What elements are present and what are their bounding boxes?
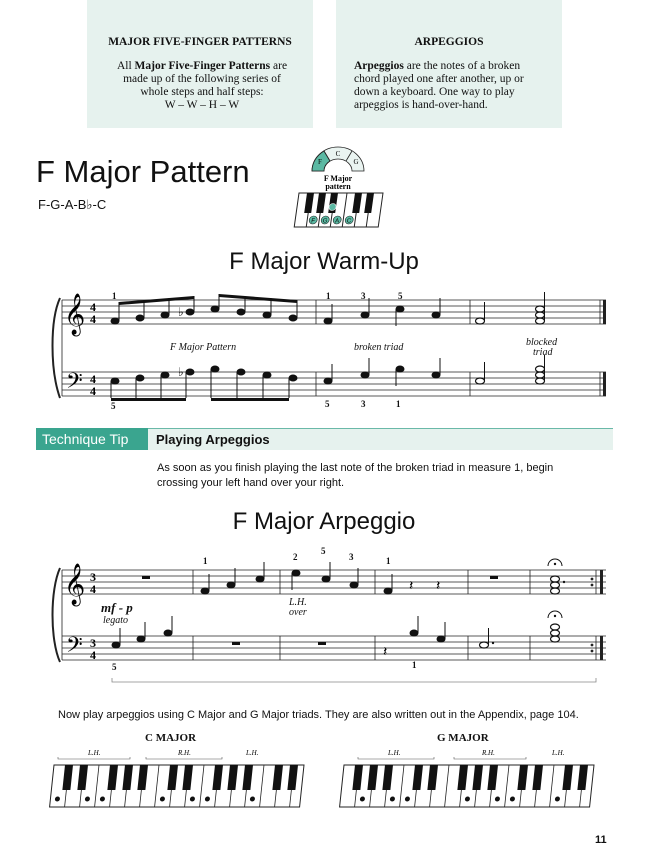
pattern-notes: F-G-A-B♭-C — [38, 197, 107, 212]
arp-finger-3: 5 — [321, 546, 326, 556]
g-major-label: G MAJOR — [437, 732, 489, 744]
svg-text:4: 4 — [90, 384, 96, 398]
technique-tip-body: As soon as you finish playing the last note of the broken triad in measure 1, begin crossing your left hand over your right. — [157, 462, 554, 489]
svg-text:4: 4 — [90, 582, 96, 596]
arp-finger-b1: 5 — [112, 662, 117, 672]
svg-text:𝄽: 𝄽 — [436, 578, 441, 594]
svg-text:L.H.: L.H. — [246, 749, 259, 757]
five-finger-title: MAJOR FIVE-FINGER PATTERNS — [108, 36, 292, 48]
arpeggio-score — [0, 540, 648, 690]
svg-text:4: 4 — [90, 372, 96, 386]
technique-tip-tab: Technique Tip — [36, 428, 148, 450]
arc-letter-c: C — [335, 150, 341, 158]
warmup-label-broken: broken triad — [354, 342, 404, 353]
arp-finger-5: 1 — [386, 556, 391, 566]
page-number: 11 — [595, 834, 607, 846]
warmup-label-blocked: blocked — [526, 337, 558, 348]
svg-text:3: 3 — [90, 570, 96, 584]
svg-text:4: 4 — [90, 312, 96, 326]
warmup-finger-4: 5 — [398, 291, 403, 301]
svg-text:C: C — [346, 218, 352, 225]
arp-finger-b2: 1 — [412, 660, 417, 670]
arpeggio-box — [336, 0, 562, 128]
c-major-keyboard — [46, 745, 306, 815]
arc-letter-g: G — [353, 158, 359, 166]
warmup-finger-b4: 1 — [396, 399, 401, 409]
arpeggio-box-text: Arpeggios are the notes of a broken chord played one after another, up or down a keyboard. One way to play arpeggios is hand-over-hand. — [354, 60, 524, 111]
svg-text:L.H.: L.H. — [88, 749, 101, 757]
svg-text:♭: ♭ — [178, 305, 184, 319]
svg-text:4: 4 — [90, 300, 96, 314]
svg-text:R.H.: R.H. — [482, 749, 495, 757]
g-major-keyboard — [336, 745, 596, 815]
svg-text:𝄽: 𝄽 — [383, 644, 388, 660]
svg-text:L.H.: L.H. — [552, 749, 565, 757]
arp-finger-1: 1 — [203, 556, 208, 566]
five-finger-box — [87, 0, 313, 128]
arp-finger-2: 2 — [293, 552, 298, 562]
lh-marking: L.H. — [289, 597, 307, 608]
svg-text:3: 3 — [90, 636, 96, 650]
warmup-finger-2: 1 — [326, 291, 331, 301]
svg-text:G: G — [322, 218, 328, 225]
svg-text:4: 4 — [90, 648, 96, 662]
svg-text:𝄢: 𝄢 — [66, 633, 83, 663]
arc-letter-f: F — [318, 158, 322, 166]
warmup-label-triad: triad — [533, 347, 553, 358]
legato-marking: legato — [103, 615, 128, 626]
c-major-label: C MAJOR — [145, 732, 197, 744]
arpeggio-title: F Major Arpeggio — [232, 508, 416, 535]
arp-finger-4: 3 — [349, 552, 354, 562]
pattern-title: F Major Pattern — [36, 154, 250, 189]
pattern-keyboard-diagram — [290, 143, 386, 235]
dynamic-marking: mf - p — [101, 600, 133, 615]
svg-text:𝄞: 𝄞 — [64, 564, 86, 605]
warmup-title: F Major Warm-Up — [229, 248, 419, 275]
warmup-finger-1: 1 — [112, 291, 117, 301]
bottom-instruction: Now play arpeggios using C Major and G Major triads. They are also written out in the Appendix, page 104. — [58, 709, 579, 721]
svg-text:A: A — [334, 218, 340, 225]
svg-text:𝄽: 𝄽 — [409, 578, 414, 594]
arpeggio-box-title: ARPEGGIOS — [414, 36, 484, 48]
svg-text:L.H.: L.H. — [388, 749, 401, 757]
svg-text:F: F — [310, 218, 316, 225]
treble-clef: 𝄞 — [64, 294, 86, 335]
svg-text:R.H.: R.H. — [178, 749, 191, 757]
warmup-finger-b2: 5 — [325, 399, 330, 409]
technique-tip-heading: Playing Arpeggios — [148, 428, 613, 450]
diagram-keys — [294, 193, 383, 227]
warmup-finger-3: 3 — [361, 291, 366, 301]
step-pattern: W – W – H – W — [164, 99, 240, 111]
five-finger-text: All Major Five-Finger Patterns are made up of the following series of whole steps and half steps: W – W – H – W — [116, 60, 288, 111]
svg-text:♭: ♭ — [178, 365, 184, 379]
diagram-label-1: F Major — [323, 174, 353, 183]
over-marking: over — [289, 607, 307, 618]
warmup-finger-b3: 3 — [361, 399, 366, 409]
warmup-label-pattern: F Major Pattern — [170, 342, 237, 353]
warmup-finger-b1: 5 — [111, 401, 116, 411]
diagram-label-2: pattern — [325, 182, 351, 191]
bass-clef: 𝄢 — [66, 369, 83, 399]
